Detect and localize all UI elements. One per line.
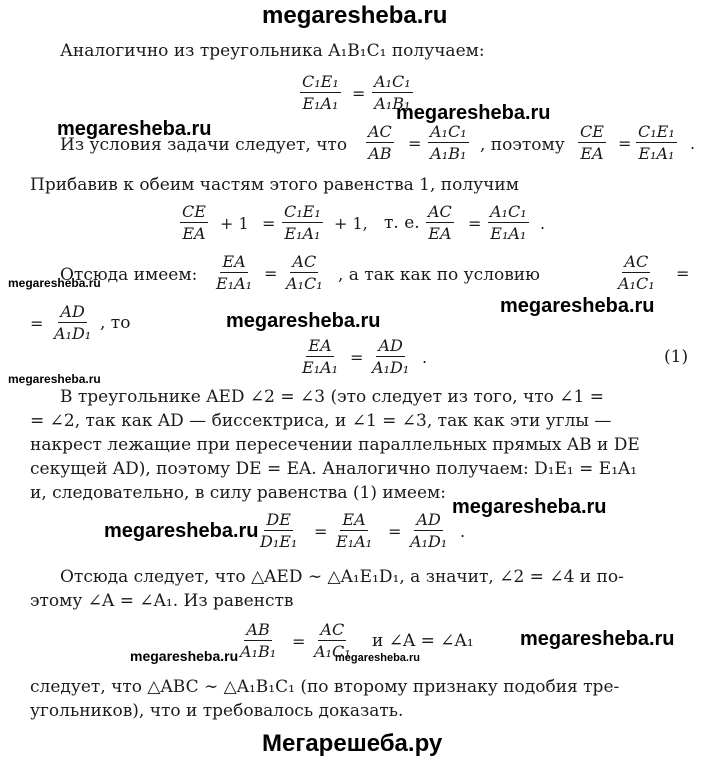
text-line: следует, что △ABC ∼ △A₁B₁C₁ (по второму признаку подобия тре- (30, 677, 620, 697)
text-line: и, следовательно, в силу равенства (1) имеем: (30, 483, 446, 503)
text-line: угольников), что и требовалось доказать. (30, 701, 404, 721)
fraction: $\frac{AC}{EA}$ (428, 202, 452, 243)
text-line: , поэтому (480, 135, 565, 155)
fraction: $\frac{AC}{\text{A₁C₁}}$ (618, 252, 655, 293)
equals-sign: = (350, 348, 364, 367)
watermark: megaresheba.ru (500, 295, 655, 317)
equals-sign: = (30, 314, 44, 333)
fraction: $\frac{AD}{\text{A₁D₁}}$ (372, 336, 410, 377)
text-line: В треугольнике AED ∠2 = ∠3 (это следует из того, что ∠1 = (60, 387, 604, 407)
text-line: Прибавив к обеим частям этого равенства 1, получим (30, 175, 519, 195)
equals-sign: = (388, 522, 402, 541)
fraction: $\frac{EA}{\text{E₁A₁}}$ (336, 510, 373, 551)
fraction: $\frac{AC}{\text{A₁C₁}}$ (314, 620, 351, 661)
watermark: megaresheba.ru (104, 520, 259, 542)
fraction: $\frac{\text{C₁E₁}}{\text{E₁A₁}}$ (284, 202, 321, 243)
period: . (460, 522, 466, 541)
watermark-bottom: Мегарешеба.ру (262, 730, 443, 757)
watermark: megaresheba.ru (57, 118, 212, 140)
watermark: megaresheba.ru (396, 102, 551, 124)
text-line: Отсюда следует, что △AED ∼ △A₁E₁D₁, а значит, ∠2 = ∠4 и по- (60, 567, 624, 587)
watermark: megaresheba.ru (8, 372, 101, 386)
period: . (690, 134, 696, 153)
fraction: $\frac{\text{C₁E₁}}{\text{E₁A₁}}$ (302, 72, 339, 113)
text-line: и ∠A = ∠A₁ (372, 631, 474, 651)
equals-sign: = (352, 84, 366, 103)
fraction: $\frac{AC}{\text{A₁C₁}}$ (286, 252, 323, 293)
equals-sign: = (676, 264, 690, 283)
fraction: $\frac{CE}{EA}$ (182, 202, 206, 243)
fraction: $\frac{EA}{\text{E₁A₁}}$ (302, 336, 339, 377)
fraction: $\frac{\text{C₁E₁}}{\text{E₁A₁}}$ (638, 122, 675, 163)
equals-sign: = (314, 522, 328, 541)
equals-sign: = (618, 134, 632, 153)
text-line: этому ∠A = ∠A₁. Из равенств (30, 591, 294, 611)
plus-one: + 1, (334, 214, 368, 233)
plus-one: + 1 (220, 214, 249, 233)
text-line: = ∠2, так как AD — биссектриса, и ∠1 = ∠3, так как эти углы — (30, 411, 612, 431)
fraction: $\frac{EA}{\text{E₁A₁}}$ (216, 252, 253, 293)
fraction: $\frac{DE}{\text{D₁E₁}}$ (260, 510, 298, 551)
watermark: megaresheba.ru (335, 652, 420, 664)
fraction: $\frac{\text{A₁C₁}}{\text{A₁B₁}}$ (374, 72, 411, 113)
fraction: $\frac{AC}{AB}$ (368, 122, 392, 163)
fraction: $\frac{CE}{EA}$ (580, 122, 604, 163)
fraction: $\frac{\text{A₁C₁}}{\text{E₁A₁}}$ (490, 202, 527, 243)
equation-number: (1) (664, 347, 689, 367)
fraction: $\frac{AD}{\text{A₁D₁}}$ (54, 302, 92, 343)
equals-sign: = (262, 214, 276, 233)
period: . (422, 348, 428, 367)
equals-sign: = (468, 214, 482, 233)
watermark: megaresheba.ru (452, 496, 607, 518)
equals-sign: = (264, 264, 278, 283)
watermark: megaresheba.ru (130, 648, 239, 664)
text-line: , то (100, 313, 131, 333)
equals-sign: = (408, 134, 422, 153)
period: . (540, 214, 546, 233)
text-line: секущей AD), поэтому DE = EA. Аналогично получаем: D₁E₁ = E₁A₁ (30, 459, 638, 479)
watermark: megaresheba.ru (520, 628, 675, 650)
text-te: т. е. (384, 213, 420, 233)
fraction: $\frac{\text{A₁C₁}}{\text{A₁B₁}}$ (430, 122, 467, 163)
equals-sign: = (292, 632, 306, 651)
watermark: megaresheba.ru (8, 276, 101, 290)
text-line: Из условия задачи следует, что (60, 135, 348, 155)
text-line: накрест лежащие при пересечении параллельных прямых AB и DE (30, 435, 640, 455)
fraction: $\frac{AD}{\text{A₁D₁}}$ (410, 510, 448, 551)
text-line: Аналогично из треугольника A₁B₁C₁ получаем: (60, 41, 485, 61)
text-line: Отсюда имеем: (60, 265, 198, 285)
watermark: megaresheba.ru (226, 310, 381, 332)
watermark-top: megaresheba.ru (262, 2, 448, 29)
text-line: , а так как по условию (338, 265, 540, 285)
fraction: $\frac{AB}{\text{A₁B₁}}$ (240, 620, 277, 661)
